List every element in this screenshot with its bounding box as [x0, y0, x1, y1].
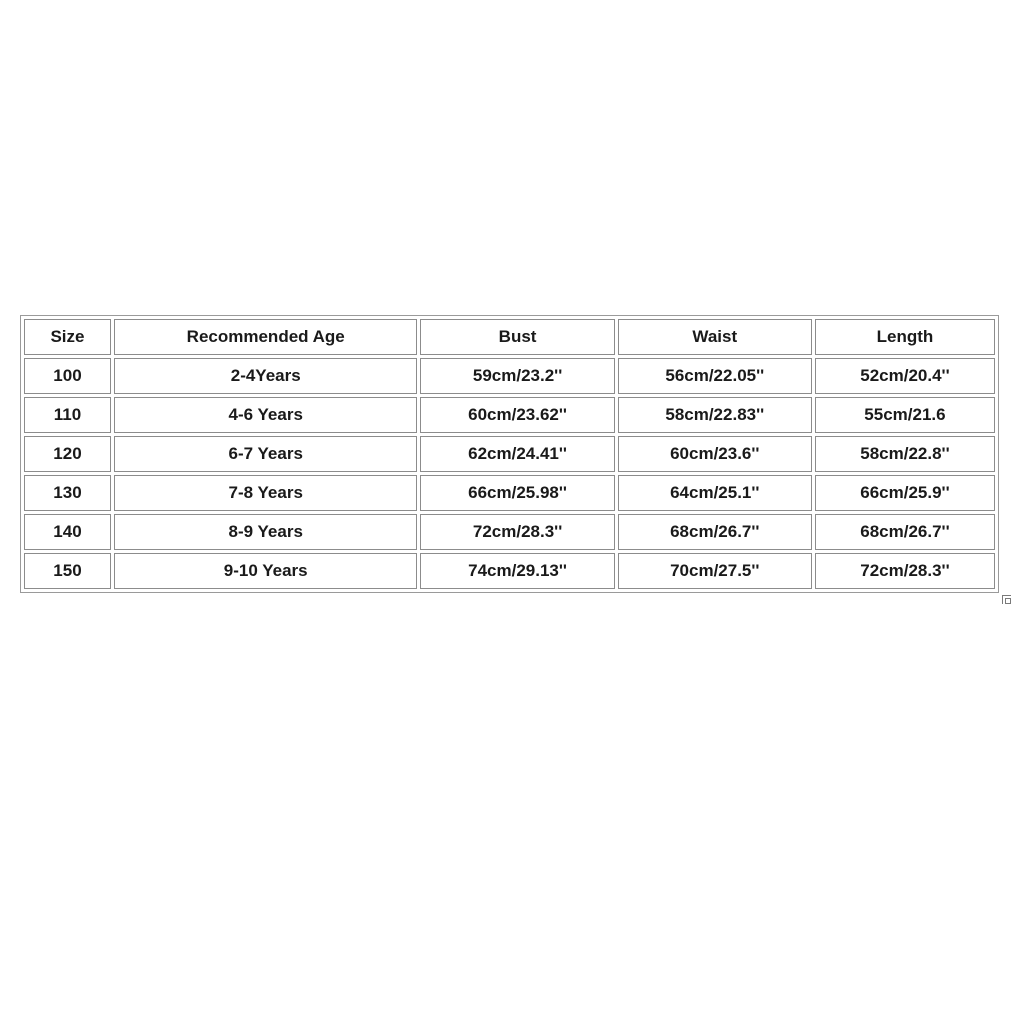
table-row — [24, 436, 995, 472]
cell-waist: 56cm/22.05'' — [618, 358, 812, 394]
cell-bust: 59cm/23.2'' — [420, 358, 614, 394]
resize-handle-icon — [1002, 595, 1011, 604]
cell-age: 8-9 Years — [114, 514, 417, 550]
table-row — [24, 358, 995, 394]
cell-length: 68cm/26.7'' — [815, 514, 995, 550]
cell-size: 130 — [24, 475, 111, 511]
cell-bust: 62cm/24.41'' — [420, 436, 614, 472]
cell-bust: 60cm/23.62'' — [420, 397, 614, 433]
cell-size: 150 — [24, 553, 111, 589]
table-row — [24, 397, 995, 433]
header-size: Size — [24, 319, 111, 355]
cell-age: 2-4Years — [114, 358, 417, 394]
cell-size: 110 — [24, 397, 111, 433]
cell-age: 7-8 Years — [114, 475, 417, 511]
cell-size: 140 — [24, 514, 111, 550]
cell-waist: 68cm/26.7'' — [618, 514, 812, 550]
table-row — [24, 553, 995, 589]
table-row — [24, 514, 995, 550]
cell-length: 52cm/20.4'' — [815, 358, 995, 394]
cell-age: 6-7 Years — [114, 436, 417, 472]
cell-length: 72cm/28.3'' — [815, 553, 995, 589]
header-bust: Bust — [420, 319, 614, 355]
header-length: Length — [815, 319, 995, 355]
header-waist: Waist — [618, 319, 812, 355]
size-chart-table — [20, 315, 999, 593]
cell-size: 100 — [24, 358, 111, 394]
cell-bust: 66cm/25.98'' — [420, 475, 614, 511]
cell-length: 66cm/25.9'' — [815, 475, 995, 511]
table-row — [24, 475, 995, 511]
cell-length: 55cm/21.6 — [815, 397, 995, 433]
cell-waist: 70cm/27.5'' — [618, 553, 812, 589]
cell-waist: 58cm/22.83'' — [618, 397, 812, 433]
cell-waist: 64cm/25.1'' — [618, 475, 812, 511]
cell-length: 58cm/22.8'' — [815, 436, 995, 472]
cell-size: 120 — [24, 436, 111, 472]
cell-bust: 72cm/28.3'' — [420, 514, 614, 550]
cell-age: 4-6 Years — [114, 397, 417, 433]
header-recommended-age: Recommended Age — [114, 319, 417, 355]
cell-waist: 60cm/23.6'' — [618, 436, 812, 472]
cell-age: 9-10 Years — [114, 553, 417, 589]
table-header-row — [24, 319, 995, 355]
cell-bust: 74cm/29.13'' — [420, 553, 614, 589]
